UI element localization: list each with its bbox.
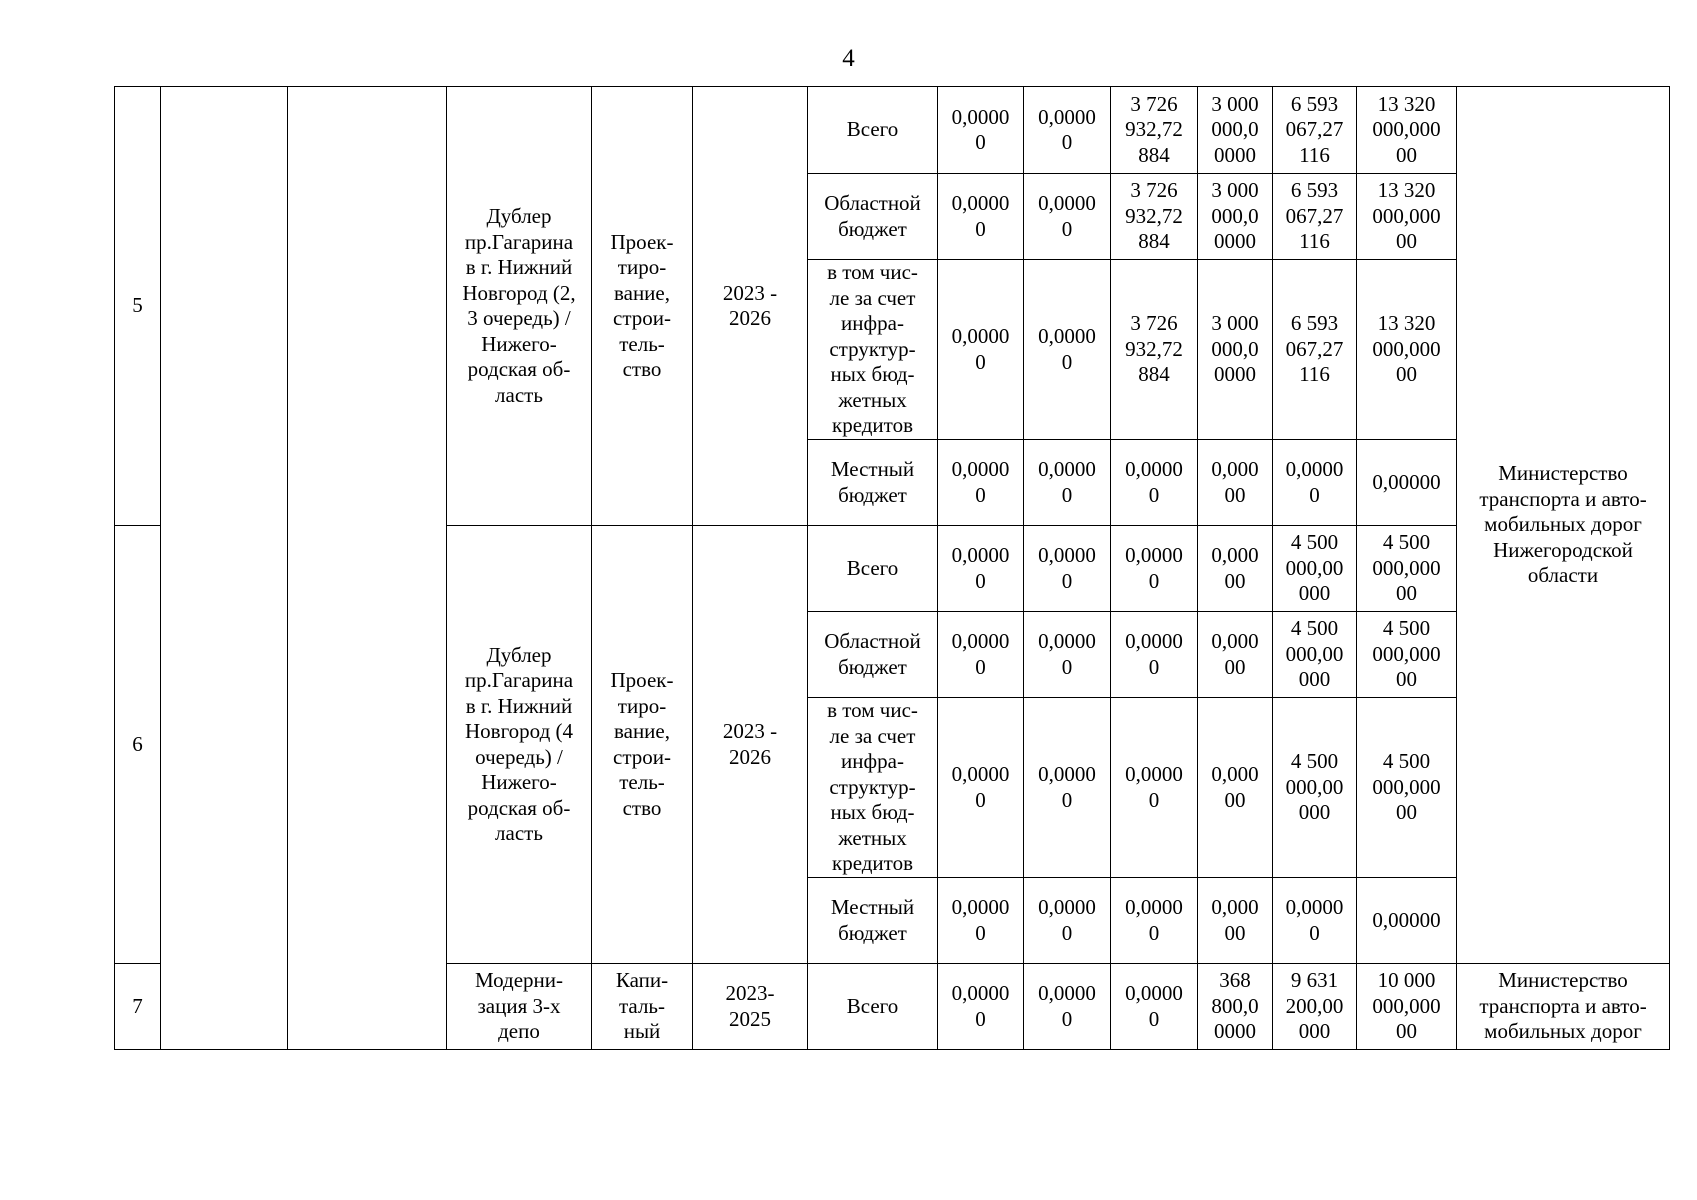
value-cell: 0,0000 0: [1111, 964, 1198, 1050]
source-label: в том чис- ле за счет инфра- структур- ных бюд- жетных кредитов: [808, 260, 938, 440]
row-number: 7: [115, 964, 161, 1050]
period: 2023 - 2026: [693, 526, 808, 964]
value-cell: 0,000 00: [1198, 440, 1273, 526]
value-cell: 0,0000 0: [938, 440, 1024, 526]
object-name: Дублер пр.Гагарина в г. Нижний Новгород (4 очередь) / Нижего- родская об- ласть: [447, 526, 592, 964]
work-type: Проек- тиро- вание, строи- тель- ство: [592, 526, 693, 964]
period: 2023 - 2026: [693, 87, 808, 526]
value-cell: 0,0000 0: [1024, 698, 1111, 878]
source-label: Всего: [808, 526, 938, 612]
value-cell: 0,0000 0: [938, 526, 1024, 612]
value-cell: 0,0000 0: [1024, 964, 1111, 1050]
value-cell: 0,00000: [1357, 878, 1457, 964]
value-cell: 3 726 932,72 884: [1111, 87, 1198, 174]
object-name: Дублер пр.Гагарина в г. Нижний Новгород (2, 3 очередь) / Нижего- родская об- ласть: [447, 87, 592, 526]
value-cell: 0,000 00: [1198, 878, 1273, 964]
value-cell: 0,0000 0: [1273, 878, 1357, 964]
value-cell: 6 593 067,27 116: [1273, 260, 1357, 440]
value-cell: 3 000 000,0 0000: [1198, 260, 1273, 440]
value-cell: 0,0000 0: [1024, 612, 1111, 698]
work-type: Капи- таль- ный: [592, 964, 693, 1050]
value-cell: 0,00000: [1357, 440, 1457, 526]
value-cell: 3 726 932,72 884: [1111, 260, 1198, 440]
value-cell: 4 500 000,00 000: [1273, 698, 1357, 878]
value-cell: 0,0000 0: [1111, 440, 1198, 526]
value-cell: 0,0000 0: [1024, 878, 1111, 964]
source-label: Всего: [808, 964, 938, 1050]
value-cell: 0,0000 0: [938, 174, 1024, 260]
value-cell: 0,0000 0: [938, 260, 1024, 440]
value-cell: 3 726 932,72 884: [1111, 174, 1198, 260]
source-label: Местный бюджет: [808, 440, 938, 526]
work-type: Проек- тиро- вание, строи- тель- ство: [592, 87, 693, 526]
value-cell: 13 320 000,000 00: [1357, 174, 1457, 260]
value-cell: 0,000 00: [1198, 612, 1273, 698]
value-cell: 4 500 000,00 000: [1273, 612, 1357, 698]
value-cell: 6 593 067,27 116: [1273, 87, 1357, 174]
value-cell: 4 500 000,000 00: [1357, 698, 1457, 878]
source-label: Местный бюджет: [808, 878, 938, 964]
source-label: Областной бюджет: [808, 612, 938, 698]
value-cell: 4 500 000,00 000: [1273, 526, 1357, 612]
value-cell: 4 500 000,000 00: [1357, 612, 1457, 698]
value-cell: 0,0000 0: [938, 698, 1024, 878]
value-cell: 0,0000 0: [938, 878, 1024, 964]
empty-column-cell: [161, 87, 288, 1050]
responsible-organization: Министерство транспорта и авто- мобильных дорог: [1457, 964, 1670, 1050]
value-cell: 0,0000 0: [1111, 698, 1198, 878]
value-cell: 0,0000 0: [1024, 526, 1111, 612]
row-number: 5: [115, 87, 161, 526]
value-cell: 0,0000 0: [1111, 526, 1198, 612]
value-cell: 3 000 000,0 0000: [1198, 174, 1273, 260]
value-cell: 368 800,0 0000: [1198, 964, 1273, 1050]
value-cell: 13 320 000,000 00: [1357, 87, 1457, 174]
value-cell: 10 000 000,000 00: [1357, 964, 1457, 1050]
value-cell: 0,0000 0: [938, 612, 1024, 698]
value-cell: 9 631 200,00 000: [1273, 964, 1357, 1050]
value-cell: 0,0000 0: [1273, 440, 1357, 526]
source-label: Областной бюджет: [808, 174, 938, 260]
value-cell: 0,0000 0: [938, 964, 1024, 1050]
value-cell: 0,0000 0: [1111, 878, 1198, 964]
value-cell: 0,000 00: [1198, 698, 1273, 878]
value-cell: 0,0000 0: [938, 87, 1024, 174]
budget-table: [114, 86, 1670, 1050]
value-cell: 0,000 00: [1198, 526, 1273, 612]
object-name: Модерни- зация 3-х депо: [447, 964, 592, 1050]
value-cell: 0,0000 0: [1024, 440, 1111, 526]
source-label: Всего: [808, 87, 938, 174]
value-cell: 0,0000 0: [1024, 174, 1111, 260]
value-cell: 6 593 067,27 116: [1273, 174, 1357, 260]
value-cell: 13 320 000,000 00: [1357, 260, 1457, 440]
page-number: 4: [842, 45, 855, 72]
value-cell: 3 000 000,0 0000: [1198, 87, 1273, 174]
responsible-organization: Министерство транспорта и авто- мобильных дорог Нижегородской области: [1457, 87, 1670, 964]
value-cell: 0,0000 0: [1111, 612, 1198, 698]
source-label: в том чис- ле за счет инфра- структур- ных бюд- жетных кредитов: [808, 698, 938, 878]
period: 2023- 2025: [693, 964, 808, 1050]
table-row: [115, 87, 1670, 174]
row-number: 6: [115, 526, 161, 964]
value-cell: 4 500 000,000 00: [1357, 526, 1457, 612]
value-cell: 0,0000 0: [1024, 87, 1111, 174]
empty-column-cell: [288, 87, 447, 1050]
value-cell: 0,0000 0: [1024, 260, 1111, 440]
